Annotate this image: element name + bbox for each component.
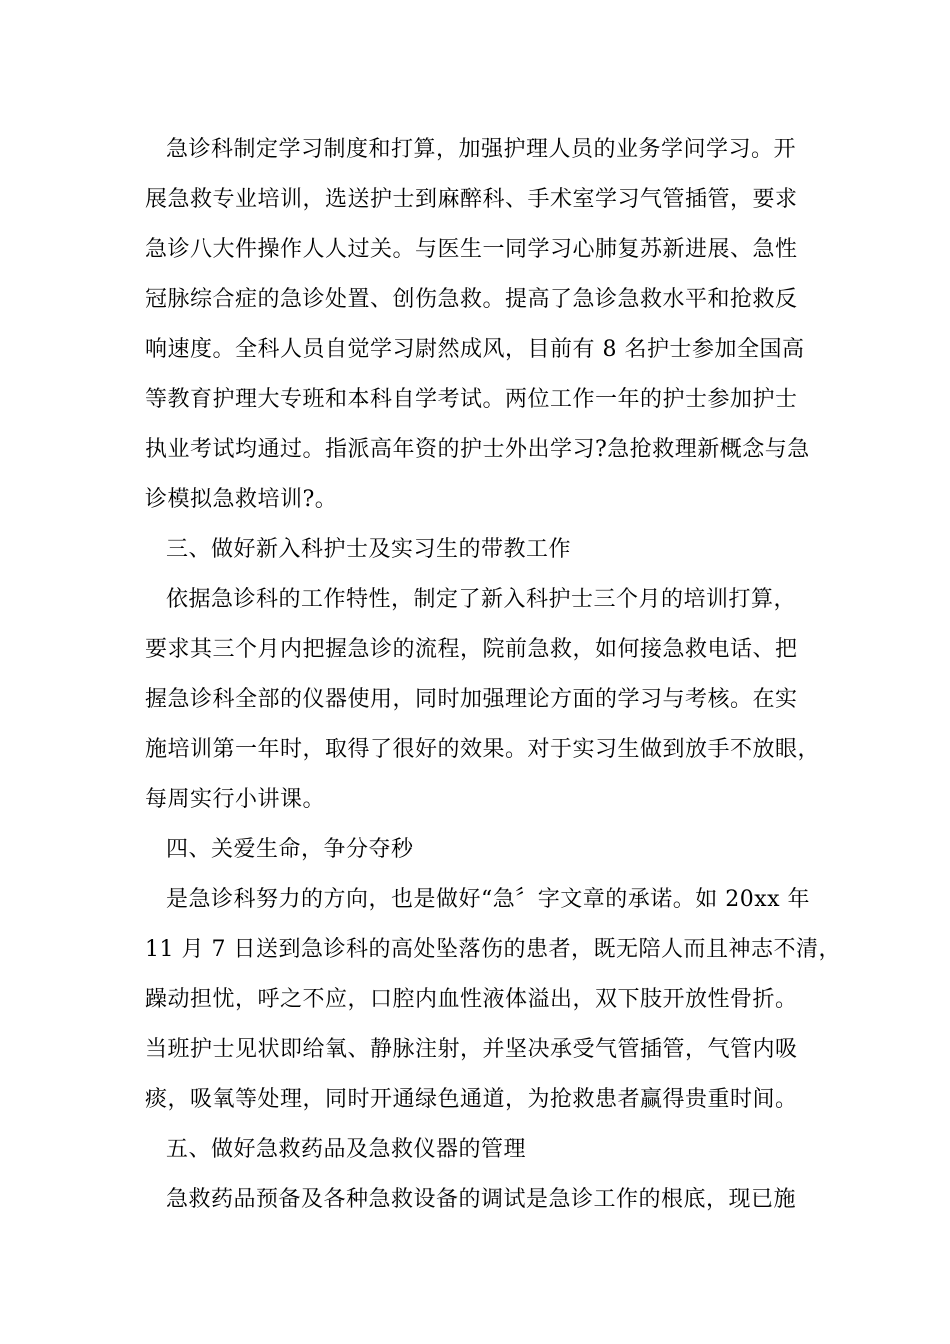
- paragraph-line: 冠脉综合症的急诊处置、创伤急救。提高了急诊急救水平和抢救反: [145, 287, 798, 312]
- paragraph-line: 等教育护理大专班和本科自学考试。两位工作一年的护士参加护士: [145, 387, 798, 412]
- paragraph-line: 11 月 7 日送到急诊科的高处坠落伤的患者，既无陪人而且神志不清，: [145, 937, 841, 962]
- section-heading: 三、做好新入科护士及实习生的带教工作: [166, 537, 572, 562]
- paragraph-line: 是急诊科努力的方向，也是做好“急〞字文章的承诺。如 20xx 年: [166, 887, 811, 912]
- paragraph-line: 依据急诊科的工作特性，制定了新入科护士三个月的培训打算，: [166, 587, 797, 612]
- paragraph-line: 执业考试均通过。指派高年资的护士外出学习?急抢救理新概念与急: [145, 437, 810, 462]
- paragraph-line: 每周实行小讲课。: [145, 787, 326, 812]
- section-heading: 四、关爱生命，争分夺秒: [166, 837, 414, 862]
- paragraph-line: 施培训第一年时，取得了很好的效果。对于实习生做到放手不放眼，: [145, 737, 821, 762]
- paragraph-line: 握急诊科全部的仪器使用，同时加强理论方面的学习与考核。在实: [145, 687, 798, 712]
- paragraph-line: 要求其三个月内把握急诊的流程，院前急救，如何接急救电话、把: [145, 637, 798, 662]
- paragraph-line: 痰，吸氧等处理，同时开通绿色通道，为抢救患者赢得贵重时间。: [145, 1087, 798, 1112]
- section-heading: 五、做好急救药品及急救仪器的管理: [166, 1137, 527, 1162]
- paragraph-line: 展急救专业培训，选送护士到麻醉科、手术室学习气管插管，要求: [145, 187, 798, 212]
- paragraph-line: 躁动担忧，呼之不应，口腔内血性液体溢出，双下肢开放性骨折。: [145, 987, 798, 1012]
- paragraph-line: 急救药品预备及各种急救设备的调试是急诊工作的根底，现已施: [166, 1187, 797, 1212]
- paragraph-line: 当班护士见状即给氧、静脉注射，并坚决承受气管插管，气管内吸: [145, 1037, 798, 1062]
- paragraph-line: 响速度。全科人员自觉学习尉然成风，目前有 8 名护士参加全国高: [145, 337, 805, 362]
- paragraph-line: 急诊科制定学习制度和打算，加强护理人员的业务学问学习。开: [166, 137, 797, 162]
- paragraph-line: 急诊八大件操作人人过关。与医生一同学习心肺复苏新进展、急性: [145, 237, 798, 262]
- paragraph-line: 诊模拟急救培训?。: [145, 487, 338, 512]
